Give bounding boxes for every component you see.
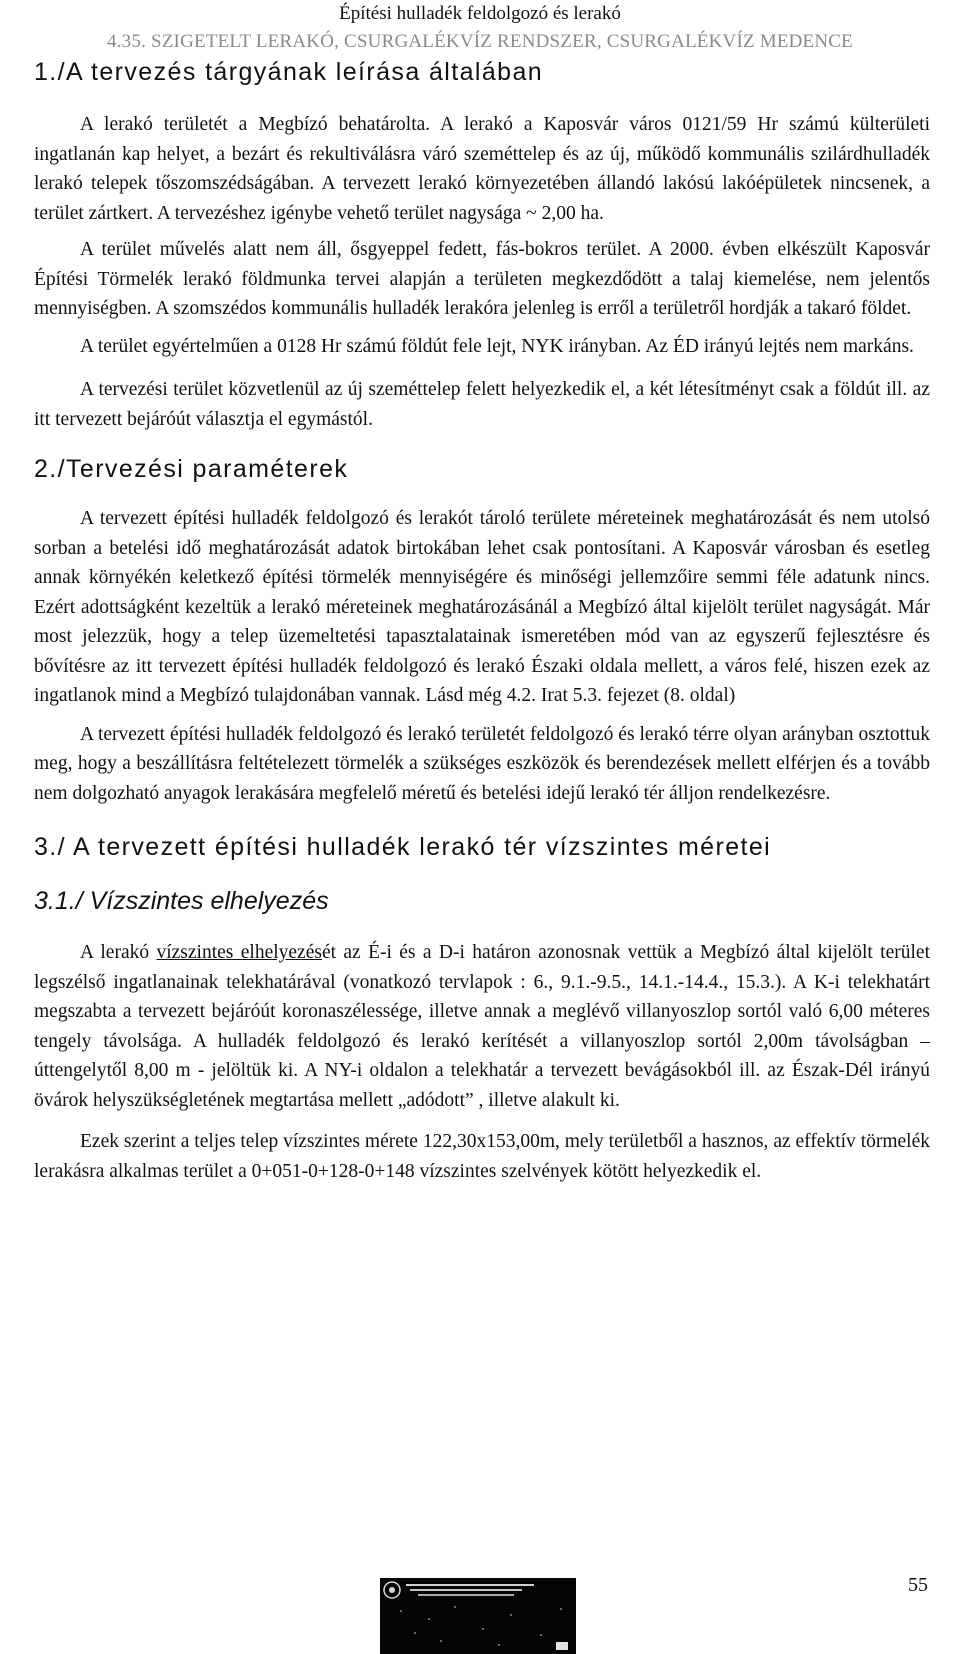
- section-1-paragraph-2: A terület művelés alatt nem áll, ősgyeppel fedett, fás-bokros terület. A 2000. évben elkészült Kaposvár Építési Törmelék lerakó földmunka tervei alapján a területen megkezdődött a talaj kiemelése, nem jelentős mennyiségben. A szomszédos kommunális hulladék lerakóra jelenleg is erről a területről hordják a takaró földet.: [34, 239, 930, 319]
- underlined-term: vízszintes elhelyezés: [156, 942, 322, 963]
- document-body: [34, 56, 930, 1186]
- section-2-heading: 2./Tervezési paraméterek: [34, 455, 349, 483]
- header-title: Építési hulladék feldolgozó és lerakó: [339, 3, 621, 24]
- section-3-p1-rest: ét az É-i és a D-i határon azonosnak vettük a Megbízó által kijelölt terület legszélső ingatlanainak telekhatárával (vonatkozó tervlapok : 6., 9.1.-9.5., 14.1.-14.4., 15.3.). A K-i telekhatárt megszabta a tervezett bejáróút koronaszélessége, illetve annak a meglévő villanyoszlop sortól való 6,00 méteres tengely távolsága. A hulladék feldolgozó és lerakó kerítését a villanyoszlop sortól 2,00m távolságban – úttengelytől 8,00 m - jelöltük ki. A NY-i oldalon a telekhatár a tervezett bevágásokból ill. az Észak-Dél irányú övárok helyszükségletének megtartása mellett „adódott” , illetve alakult ki.: [34, 942, 930, 1111]
- section-3-p1-start: A lerakó: [80, 942, 157, 963]
- section-1-paragraph-1: A lerakó területét a Megbízó behatárolta. A lerakó a Kaposvár város 0121/59 Hr számú külterületi ingatlanán kap helyet, a bezárt és rekultiválásra váró szeméttelep és az új, működő kommunális szilárdhulladék lerakó telepek tőszomszédságában. A tervezett lerakó környezetében állandó lakósú lakóépületek nincsenek, a terület zártkert. A tervezéshez igénybe vehető terület nagysága ~ 2,00 ha.: [34, 114, 930, 224]
- section-2-paragraph-2: A tervezett építési hulladék feldolgozó és lerakó területét feldolgozó és lerakó térre olyan arányban osztottuk meg, hogy a beszállításra feltételezett törmelék a szükséges eszközök és berendezések mellett elférjen és a tovább nem dolgozható anyagok lerakására megfelelő méretű és betelési idejű lerakó tér álljon rendelkezésre.: [34, 723, 930, 804]
- section-1-paragraph-3: A terület egyértelműen a 0128 Hr számú földút fele lejt, NYK irányban. Az ÉD irányú lejtés nem markáns.: [80, 335, 914, 357]
- section-3-1-heading: 3.1./ Vízszintes elhelyezés: [34, 887, 329, 915]
- logo-graphic-icon: [380, 1578, 576, 1654]
- section-1-paragraph-4: A tervezési terület közvetlenül az új szeméttelep felett helyezkedik el, a két létesítményt csak a földút ill. az itt tervezett bejáróút választja el egymástól.: [34, 379, 930, 430]
- section-3-paragraph-2: Ezek szerint a teljes telep vízszintes mérete 122,30x153,00m, mely területből a hasznos, az effektív törmelék lerakásra alkalmas terület a 0+051-0+128-0+148 vízszintes szelvények kötött helyezkedik el.: [34, 1131, 930, 1182]
- page-header: [0, 2, 960, 54]
- section-3-paragraph-1: [34, 938, 930, 1115]
- section-3-heading: 3./ A tervezett építési hulladék lerakó tér vízszintes méretei: [34, 833, 772, 861]
- section-2-paragraph-1: A tervezett építési hulladék feldolgozó és lerakót tároló területe méreteinek meghatározását és nem utolsó sorban a betelési idő meghatározását adatok birtokában lehet csak pontosítani. A Kaposvár városban és esetleg annak környékén keletkező építési törmelék mennyiségére és minőségi jellemzőire semmi féle adatunk nincs. Ezért adottságként kezeltük a lerakó méreteinek meghatározásánál a Megbízó által kijelölt terület nagyságát. Már most jelezzük, hogy a telep üzemeltetési tapasztalatainak ismeretében mód van az egyszerű fejlesztésre és bővítésre az itt tervezett építési hulladék feldolgozó és lerakó Északi oldala mellett, a város felé, hiszen ezek az ingatlanok mind a Megbízó tulajdonában vannak. Lásd még 4.2. Irat 5.3. fejezet (8. oldal): [34, 508, 930, 706]
- header-subtitle: 4.35. SZIGETELT LERAKÓ, CSURGALÉKVÍZ RENDSZER, CSURGALÉKVÍZ MEDENCE: [107, 31, 853, 52]
- footer-logo: [380, 1578, 576, 1654]
- page-number: 55: [908, 1574, 928, 1596]
- section-1-heading: 1./A tervezés tárgyának leírása általában: [34, 58, 544, 86]
